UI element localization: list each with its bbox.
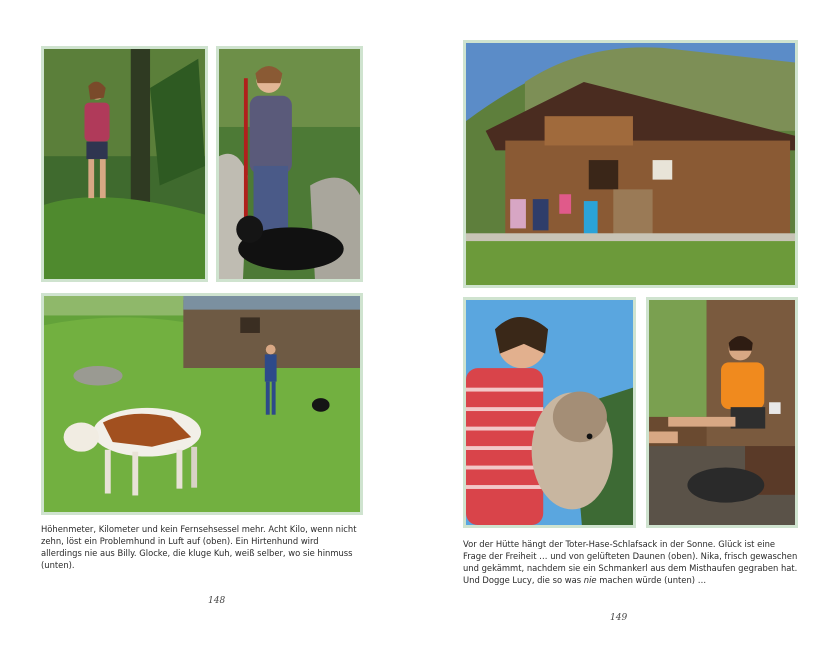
right-caption-emphasis: nie: [583, 575, 597, 585]
photo-woman-hiking-forest: [41, 46, 208, 282]
photo-woman-with-shaggy-dog: [463, 297, 636, 528]
right-caption-text: Vor der Hütte hängt der Toter-Hase-Schlafsack in der Sonne. Glück ist eine Frage der Freiheit … und von gelüfteten Daunen (oben). Nika, frisch gewaschen und gekämmt, nachdem sie ein Schmankerl aus dem Misthaufen gegraben hat. Und Dogge Lucy, die so was: [463, 539, 798, 585]
page-number-right: 149: [610, 613, 628, 623]
photo-alpine-hut-laundry: [463, 40, 798, 288]
photo-cow-meadow-hut: [41, 293, 363, 515]
left-page-caption: Höhenmeter, Kilometer und kein Fernsehsessel mehr. Acht Kilo, wenn nicht zehn, löst ein Problemhund in Luft auf (oben). Ein Hirtenhund wird allerdings nie aus Billy. Glocke, die kluge Kuh, weiß selber, wo sie hinmuss (unten).: [41, 524, 357, 570]
page-number-left: 148: [208, 596, 226, 606]
photo-woman-with-black-dog: [216, 46, 363, 282]
right-page-caption: [463, 538, 798, 586]
photo-woman-on-terrace-with-dog: [646, 297, 798, 528]
right-caption-text-end: machen würde (unten) …: [596, 575, 707, 585]
